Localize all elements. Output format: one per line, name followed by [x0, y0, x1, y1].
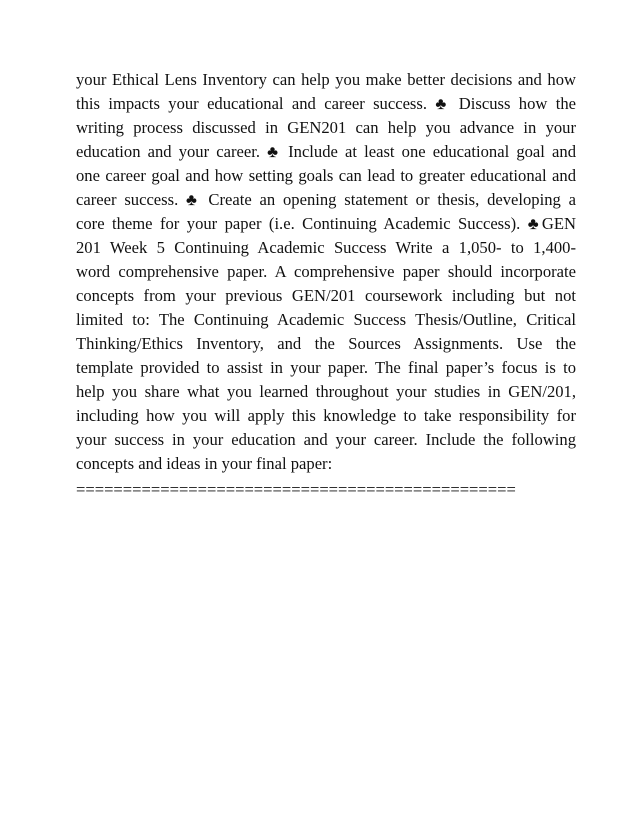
text-line: your Ethical Lens Inventory can help you make better decisions and how [76, 70, 576, 89]
text-line: word comprehensive paper. A comprehensive paper should incorporate [76, 262, 576, 281]
text-line: your success in your education and your career. Include the following [76, 430, 576, 449]
text-line: one career goal and how setting goals can lead to greater educational and [76, 166, 576, 185]
separator-line: =============================================== [76, 480, 516, 499]
text-line: Thinking/Ethics Inventory, and the Sources Assignments. Use the [76, 334, 576, 353]
text-line: limited to: The Continuing Academic Success Thesis/Outline, Critical [76, 310, 576, 329]
text-line: 201 Week 5 Continuing Academic Success Write a 1,050- to 1,400- [76, 238, 576, 257]
body-text [76, 68, 576, 502]
text-line: template provided to assist in your paper. The final paper’s focus is to [76, 358, 576, 377]
text-line: writing process discussed in GEN201 can help you advance in your [76, 118, 576, 137]
text-line: including how you will apply this knowledge to take responsibility for [76, 406, 576, 425]
text-line: this impacts your educational and career success. ♣ Discuss how the [76, 94, 576, 113]
text-line: core theme for your paper (i.e. Continuing Academic Success). ♣GEN [76, 214, 576, 233]
text-line: career success. ♣ Create an opening statement or thesis, developing a [76, 190, 576, 209]
text-line: help you share what you learned throughout your studies in GEN/201, [76, 382, 576, 401]
text-line: concepts and ideas in your final paper: [76, 454, 333, 473]
text-line: concepts from your previous GEN/201 coursework including but not [76, 286, 576, 305]
text-line: education and your career. ♣ Include at least one educational goal and [76, 142, 576, 161]
